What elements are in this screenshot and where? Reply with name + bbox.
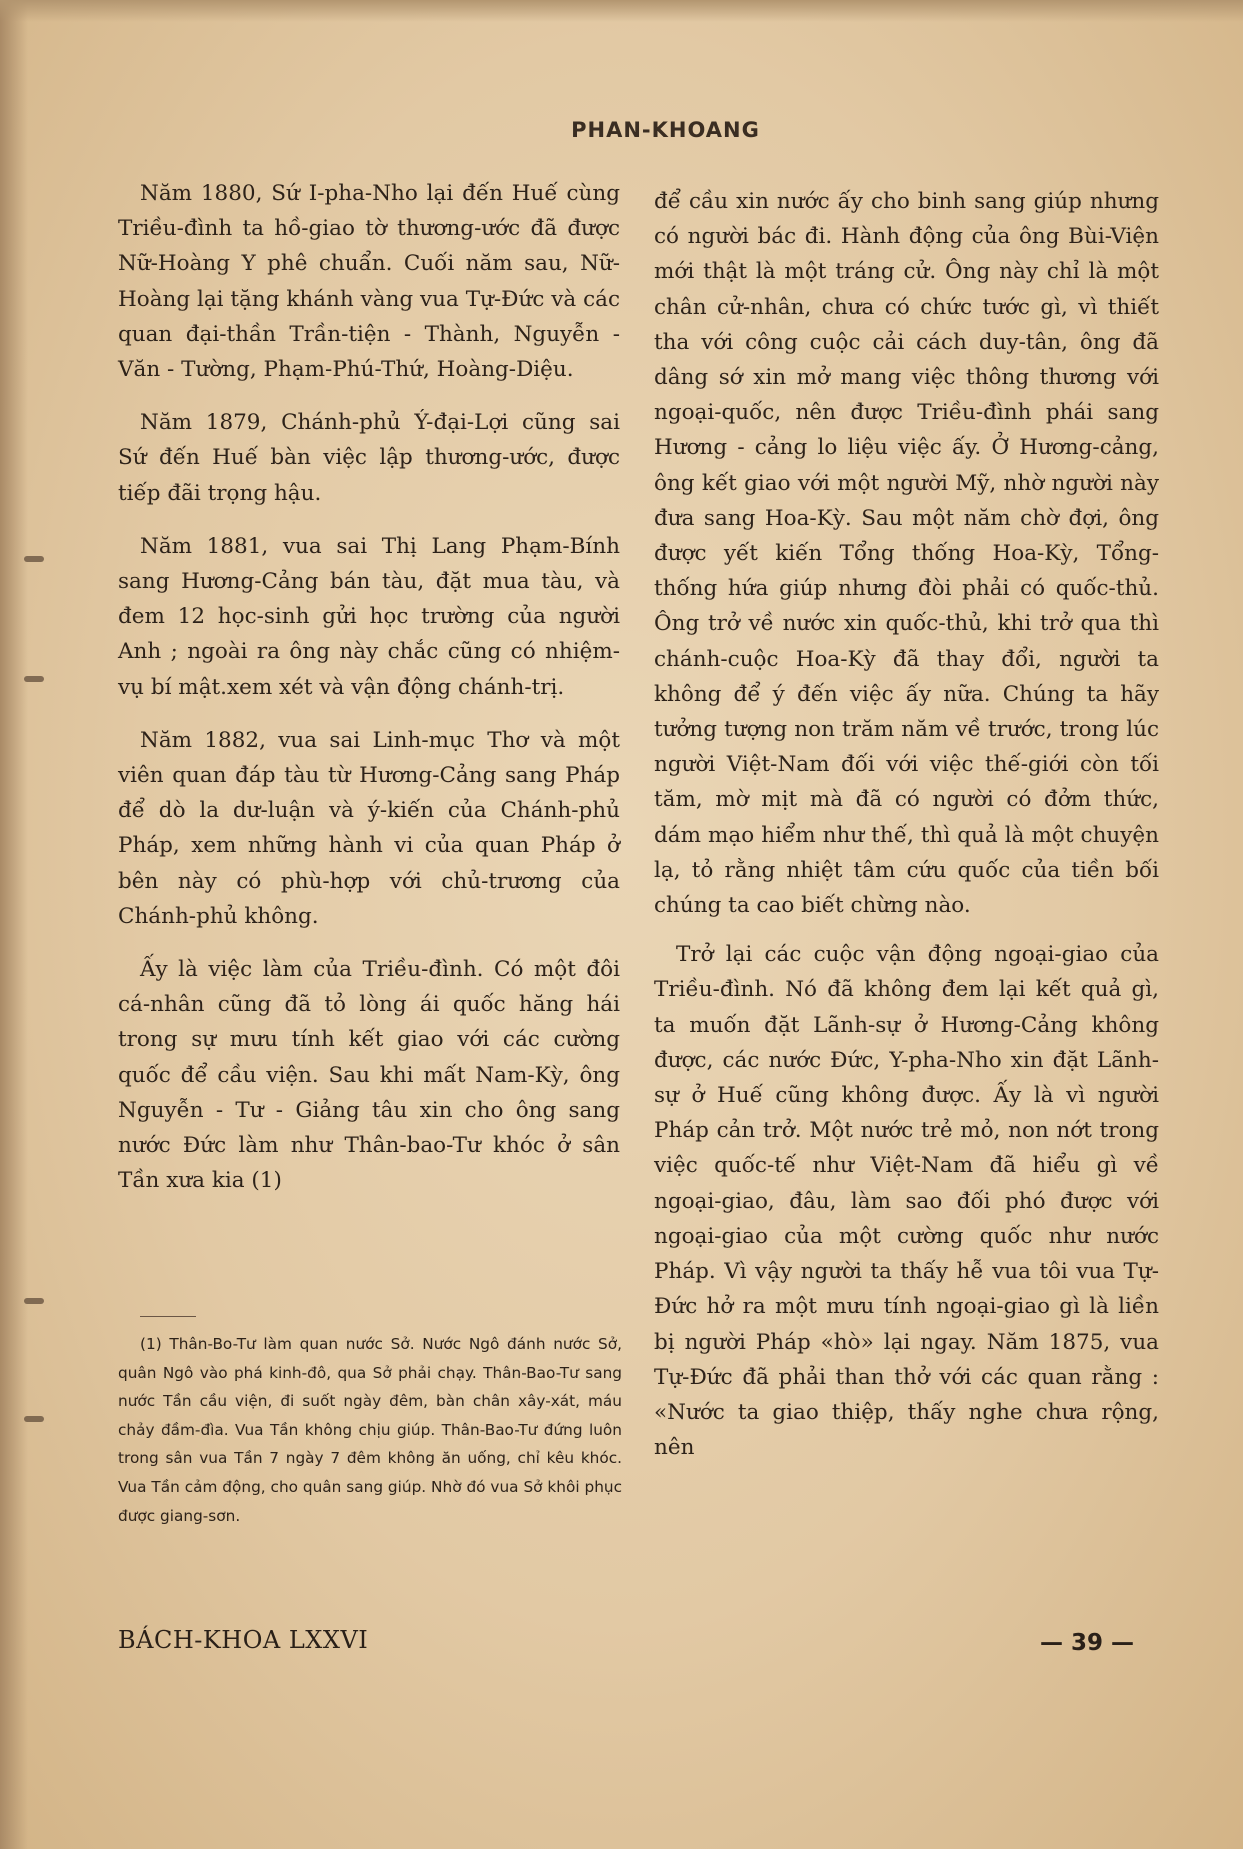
running-header: PHAN-KHOANG: [571, 118, 760, 142]
footnote: (1) Thân-Bo-Tư làm quan nước Sở. Nước Ngô đánh nước Sở, quân Ngô vào phá kinh-đô, qua Sở phải chạy. Thân-Bao-Tư sang nước Tần cầu viện, đi suốt ngày đêm, bàn chân xây-xát, máu chảy đầm-đìa. Vua Tần không chịu giúp. Thân-Bao-Tư đứng luôn trong sân vua Tần 7 ngày 7 đêm không ăn uống, chỉ kêu khóc. Vua Tần cảm động, cho quân sang giúp. Nhờ đó vua Sở khôi phục được giang-sơn.: [118, 1335, 622, 1525]
binding-mark: [24, 1298, 44, 1304]
binding-mark: [24, 676, 44, 682]
binding-mark: [24, 1416, 44, 1422]
footnote-divider: [140, 1316, 196, 1317]
right-column: [654, 184, 1159, 1479]
paragraph: Ấy là việc làm của Triều-đình. Có một đôi cá-nhân cũng đã tỏ lòng ái quốc hăng hái trong sự mưu tính kết giao với các cường quốc để cầu viện. Sau khi mất Nam-Kỳ, ông Nguyễn - Tư - Giảng tâu xin cho ông sang nước Đức làm như Thân-bao-Tư khóc ở sân Tần xưa kia (1): [118, 957, 620, 1194]
paragraph: để cầu xin nước ấy cho binh sang giúp nhưng có người bác đi. Hành động của ông Bùi-Viện mới thật là một tráng cử. Ông này chỉ là một chân cử-nhân, chưa có chức tước gì, vì thiết tha với công cuộc cải cách duy-tân, ông đã dâng sớ xin mở mang việc thông thương với ngoại-quốc, nên được Triều-đình phái sang Hương - cảng lo liệu việc ấy. Ở Hương-cảng, ông kết giao với một người Mỹ, nhờ người này đưa sang Hoa-Kỳ. Sau một năm chờ đợi, ông được yết kiến Tổng thống Hoa-Kỳ, Tổng-thống hứa giúp nhưng đòi phải có quốc-thủ. Ông trở về nước xin quốc-thủ, khi trở qua thì chánh-cuộc Hoa-Kỳ đã thay đổi, người ta không để ý đến việc ấy nữa. Chúng ta hãy tưởng tượng non trăm năm về trước, trong lúc người Việt-Nam đối với việc thế-giới còn tối tăm, mờ mịt mà đã có người có đởm thức, dám mạo hiểm như thế, thì quả là một chuyện lạ, tỏ rằng nhiệt tâm cứu quốc của tiền bối chúng ta cao biết chừng nào.: [654, 189, 1159, 919]
publication-footer: BÁCH-KHOA LXXVI: [118, 1626, 369, 1654]
paragraph: Năm 1882, vua sai Linh-mục Thơ và một viên quan đáp tàu từ Hương-Cảng sang Pháp để dò la dư-luận và ý-kiến của Chánh-phủ Pháp, xem những hành vi của quan Pháp ở bên này có phù-hợp với chủ-trương của Chánh-phủ không.: [118, 727, 620, 929]
paragraph: Trở lại các cuộc vận động ngoại-giao của Triều-đình. Nó đã không đem lại kết quả gì, ta muốn đặt Lãnh-sự ở Hương-Cảng không được, các nước Đức, Y-pha-Nho xin đặt Lãnh-sự ở Huế cũng không được. Ấy là vì người Pháp cản trở. Một nước trẻ mỏ, non nớt trong việc quốc-tế như Việt-Nam đã hiểu gì về ngoại-giao, đâu, làm sao đối phó được với ngoại-giao của một cường quốc như nước Pháp. Vì vậy người ta thấy hễ vua tôi vua Tự-Đức hở ra một mưu tính ngoại-giao gì là liền bị người Pháp «hò» lại ngay. Năm 1875, vua Tự-Đức đã phải than thở với các quan rằng : «Nước ta giao thiệp, thấy nghe chưa rộng, nên: [654, 942, 1159, 1461]
binding-mark: [24, 556, 44, 562]
paragraph: Năm 1881, vua sai Thị Lang Phạm-Bính sang Hương-Cảng bán tàu, đặt mua tàu, và đem 12 học-sinh gửi học trường của người Anh ; ngoài ra ông này chắc cũng có nhiệm-vụ bí mật.xem xét và vận động chánh-trị.: [118, 533, 620, 700]
left-column: [118, 176, 620, 1216]
paragraph: Năm 1880, Sứ I-pha-Nho lại đến Huế cùng Triều-đình ta hồ-giao tờ thương-ước đã được Nữ-Hoàng Y phê chuẩn. Cuối năm sau, Nữ-Hoàng lại tặng khánh vàng vua Tự-Đức và các quan đại-thần Trần-tiện - Thành, Nguyễn - Văn - Tường, Phạm-Phú-Thứ, Hoàng-Diệu.: [118, 181, 620, 383]
paragraph: Năm 1879, Chánh-phủ Ý-đại-Lợi cũng sai Sứ đến Huế bàn việc lập thương-ước, được tiếp đãi trọng hậu.: [118, 410, 620, 506]
page-number: — 39 —: [1040, 1630, 1135, 1656]
